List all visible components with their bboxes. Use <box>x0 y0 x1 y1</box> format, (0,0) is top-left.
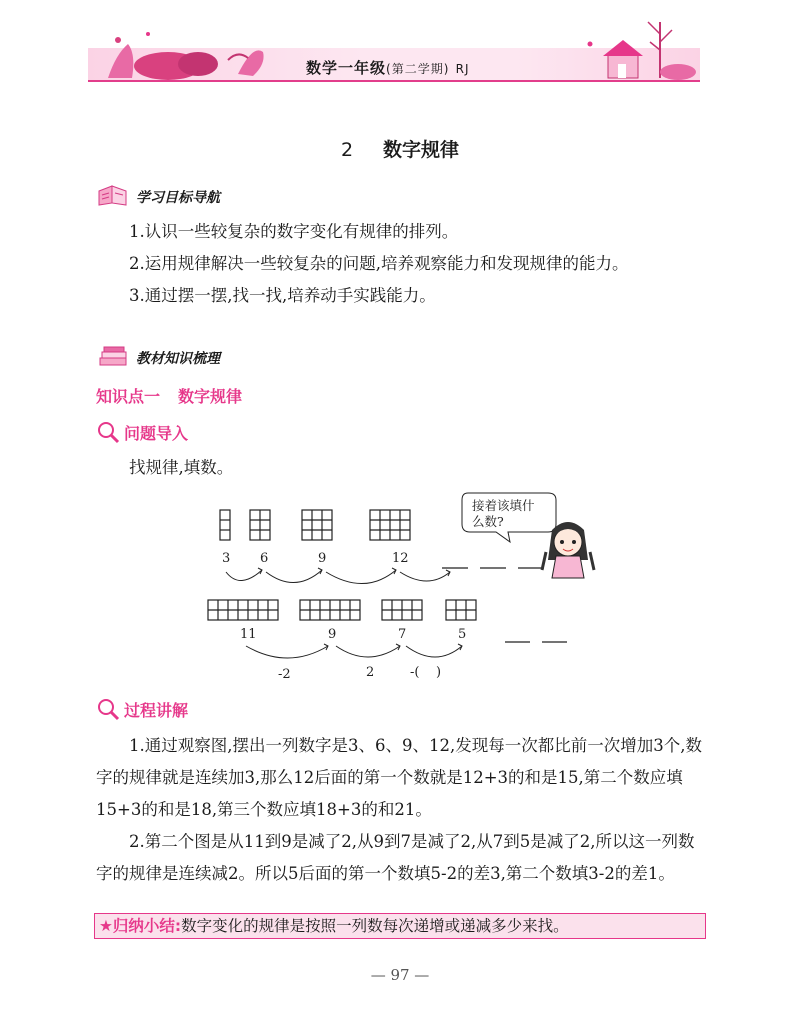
summary-bar <box>94 913 706 939</box>
arc-label: 2 <box>366 665 375 680</box>
row1-number: 3 <box>222 551 231 566</box>
books-stack-icon <box>96 344 132 368</box>
intro-instruction: 找规律,填数。 <box>129 458 234 477</box>
process-text <box>96 730 710 890</box>
goals-list <box>96 216 710 312</box>
knowledge-point-label: 知识点一 <box>96 387 161 406</box>
knowledge-heading-label: 教材知识梳理 <box>136 351 220 367</box>
goal-item: 3.通过摆一摆,找一找,培养动手实践能力。 <box>129 286 436 305</box>
pattern-figure <box>200 490 600 685</box>
goal-item: 2.运用规律解决一些较复杂的问题,培养观察能力和发现规律的能力。 <box>129 254 629 273</box>
book-title: 数学一年级 <box>306 59 387 77</box>
page-number: — 97 — <box>370 966 430 984</box>
row2-arcs <box>246 644 462 658</box>
lesson-name: 数字规律 <box>383 139 460 161</box>
intro-heading-label: 问题导入 <box>124 424 189 443</box>
row2-number: 11 <box>240 627 257 642</box>
row1-arcs <box>226 568 450 584</box>
pattern-diagram <box>200 490 600 685</box>
row1-number: 6 <box>260 551 269 566</box>
process-paragraph: 2.第二个图是从11到9是减了2,从9到7是减了2,从7到5是减了2,所以这一列数字的规律是连续减2。所以5后面的第一个数填5-2的差3,第二个数填3-2的差1。 <box>96 832 695 883</box>
header-title <box>306 57 470 78</box>
summary-label: ★归纳小结: <box>99 917 182 935</box>
goals-heading-label: 学习目标导航 <box>136 190 220 206</box>
magnifier-icon <box>96 420 122 444</box>
row2-blocks <box>208 600 476 620</box>
book-semester: (第二学期) <box>386 62 450 76</box>
row1-blocks <box>220 510 410 540</box>
speech-text: 接着该填什 <box>472 498 535 513</box>
magnifier-icon <box>96 697 122 721</box>
process-paragraph: 1.通过观察图,摆出一列数字是3、6、9、12,发现每一次都比前一次增加3个,数字的规律就是连续加3,那么12后面的第一个数就是12+3的和是15,第二个数应填15+3的和是18,第三个数应填18+3的和21。 <box>96 736 702 819</box>
process-heading-label: 过程讲解 <box>124 701 189 720</box>
knowledge-point-title <box>96 384 242 407</box>
intro-text <box>96 452 710 484</box>
row2-number: 5 <box>458 627 467 642</box>
row2-number: 7 <box>398 627 407 642</box>
lesson-title <box>0 135 800 162</box>
lesson-number: 2 <box>340 139 354 161</box>
book-edition: RJ <box>455 62 470 76</box>
row2-number: 9 <box>328 627 337 642</box>
knowledge-point-name: 数字规律 <box>178 387 243 406</box>
book-icon <box>96 183 132 207</box>
arc-label: -2 <box>278 667 291 682</box>
speech-text: 么数? <box>472 514 504 529</box>
arc-label: -( ) <box>410 665 442 680</box>
page-header <box>88 14 700 82</box>
summary-text: 数字变化的规律是按照一列数每次递增或递减多少来找。 <box>181 917 569 935</box>
row1-number: 9 <box>318 551 327 566</box>
goal-item: 1.认识一些较复杂的数字变化有规律的排列。 <box>129 222 459 241</box>
row1-number: 12 <box>392 551 409 566</box>
